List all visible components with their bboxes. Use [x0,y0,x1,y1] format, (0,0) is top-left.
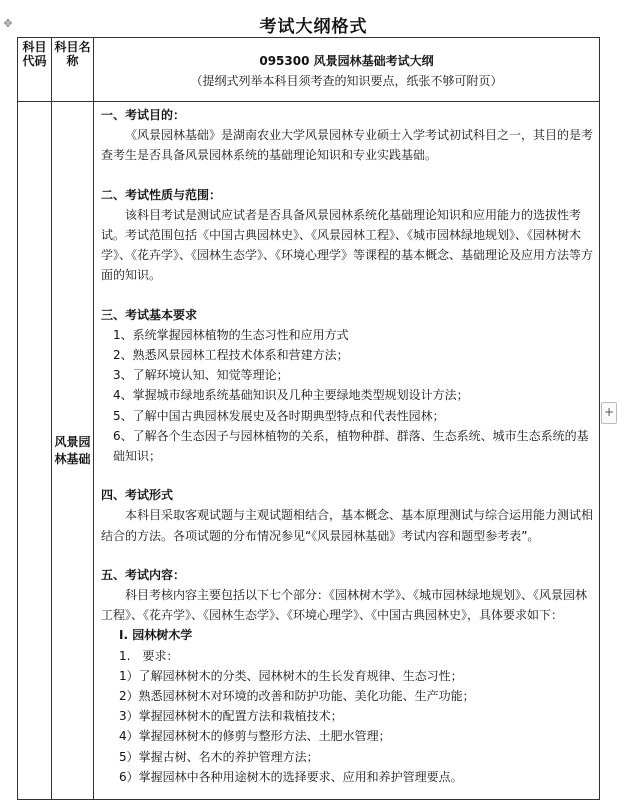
subsection-heading: Ⅰ. 园林树木学 [119,628,193,643]
table-move-handle-icon[interactable]: ✥ [3,17,13,30]
list-item: 1）了解园林树木的分类、园林树木的生长发育规律、生态习性； [119,668,463,683]
section-paragraph: 该科目考试是测试应试者是否具备风景园林系统化基础理论知识和应用能力的选拔性考试。考试范围包括《中国古典园林史》、《风景园林工程》、《城市园林绿地规划》、《园林树木学》、《花卉学》、《园林生态学》、《环境心理学》等课程的基本概念、基础理论及应用方法等方面的知识。 [101,207,594,283]
section-heading-scope: 二、考试性质与范围： [101,187,222,202]
section-heading-purpose: 一、考试目的： [101,108,186,122]
list-item: 1、系统掌握园林植物的生态习性和应用方式 [113,327,349,342]
subject-name-cell[interactable] [52,102,94,800]
outline-table [17,37,600,800]
requirement-label: 1. 要求： [119,648,179,663]
section-heading-format: 四、考试形式 [101,488,174,503]
list-item: 4、掌握城市绿地系统基础知识及几种主要绿地类型规划设计方法； [113,388,469,403]
section-paragraph: 科目考核内容主要包括以下七个部分：《园林树木学》、《城市园林绿地规划》、《风景园林工程》、《花卉学》、《园林生态学》、《环境心理学》、《中国古典园林史》，具体要求如下： [101,588,588,623]
subject-code-header: 科目代码 [18,38,52,102]
list-item: 5、了解中国古典园林发展史及各时期典型特点和代表性园林； [113,408,445,423]
section-heading-content: 五、考试内容： [101,567,186,582]
subject-name: 风景园林基础 [54,434,91,466]
list-item: 6、了解各个生态因子与园林植物的关系，植物种群、群落、生态系统、城市生态系统的基础知识； [113,428,589,464]
list-item: 3）掌握园林树木的配置方法和栽植技术； [119,709,343,724]
page-title: 考试大纲格式 [259,17,368,37]
section-paragraph: 《风景园林基础》是湖南农业大学风景园林专业硕士入学考试初试科目之一，其目的是考查考生是否具备风景园林系统的基础理论知识和专业实践基础。 [101,128,594,163]
section-paragraph: 本科目采取客观试题与主观试题相结合，基本概念、基本原理测试与综合运用能力测试相结合的方法。各项试题的分布情况参见“《风景园林基础》考试内容和题型参考表”。 [101,508,594,543]
list-item: 4）掌握园林树木的修剪与整形方法、土肥水管理； [119,729,391,744]
list-item: 2）熟悉园林树木对环境的改善和防护功能、美化功能、生产功能； [119,689,475,704]
outline-header-cell [94,38,600,102]
list-item: 6）掌握园林中各种用途树木的选择要求、应用和养护管理要点。 [119,769,463,784]
outline-title: 095300 风景园林基础考试大纲 [259,54,434,68]
table-body-row [18,102,600,800]
subject-name-header: 科目名称 [52,38,94,102]
list-item: 2、熟悉风景园林工程技术体系和营建方法； [113,348,349,363]
table-header-row [18,38,600,102]
list-item: 5）掌握古树、名木的养护管理方法； [119,749,319,764]
list-item: 3、了解环境认知、知觉等理论； [113,368,289,383]
section-heading-requirements: 三、考试基本要求 [101,307,198,322]
add-column-button[interactable]: + [601,402,617,424]
subject-code-cell[interactable] [18,102,52,800]
outline-content-cell[interactable] [94,102,600,800]
outline-note: （提纲式列举本科目须考查的知识要点，纸张不够可附页） [190,74,503,88]
